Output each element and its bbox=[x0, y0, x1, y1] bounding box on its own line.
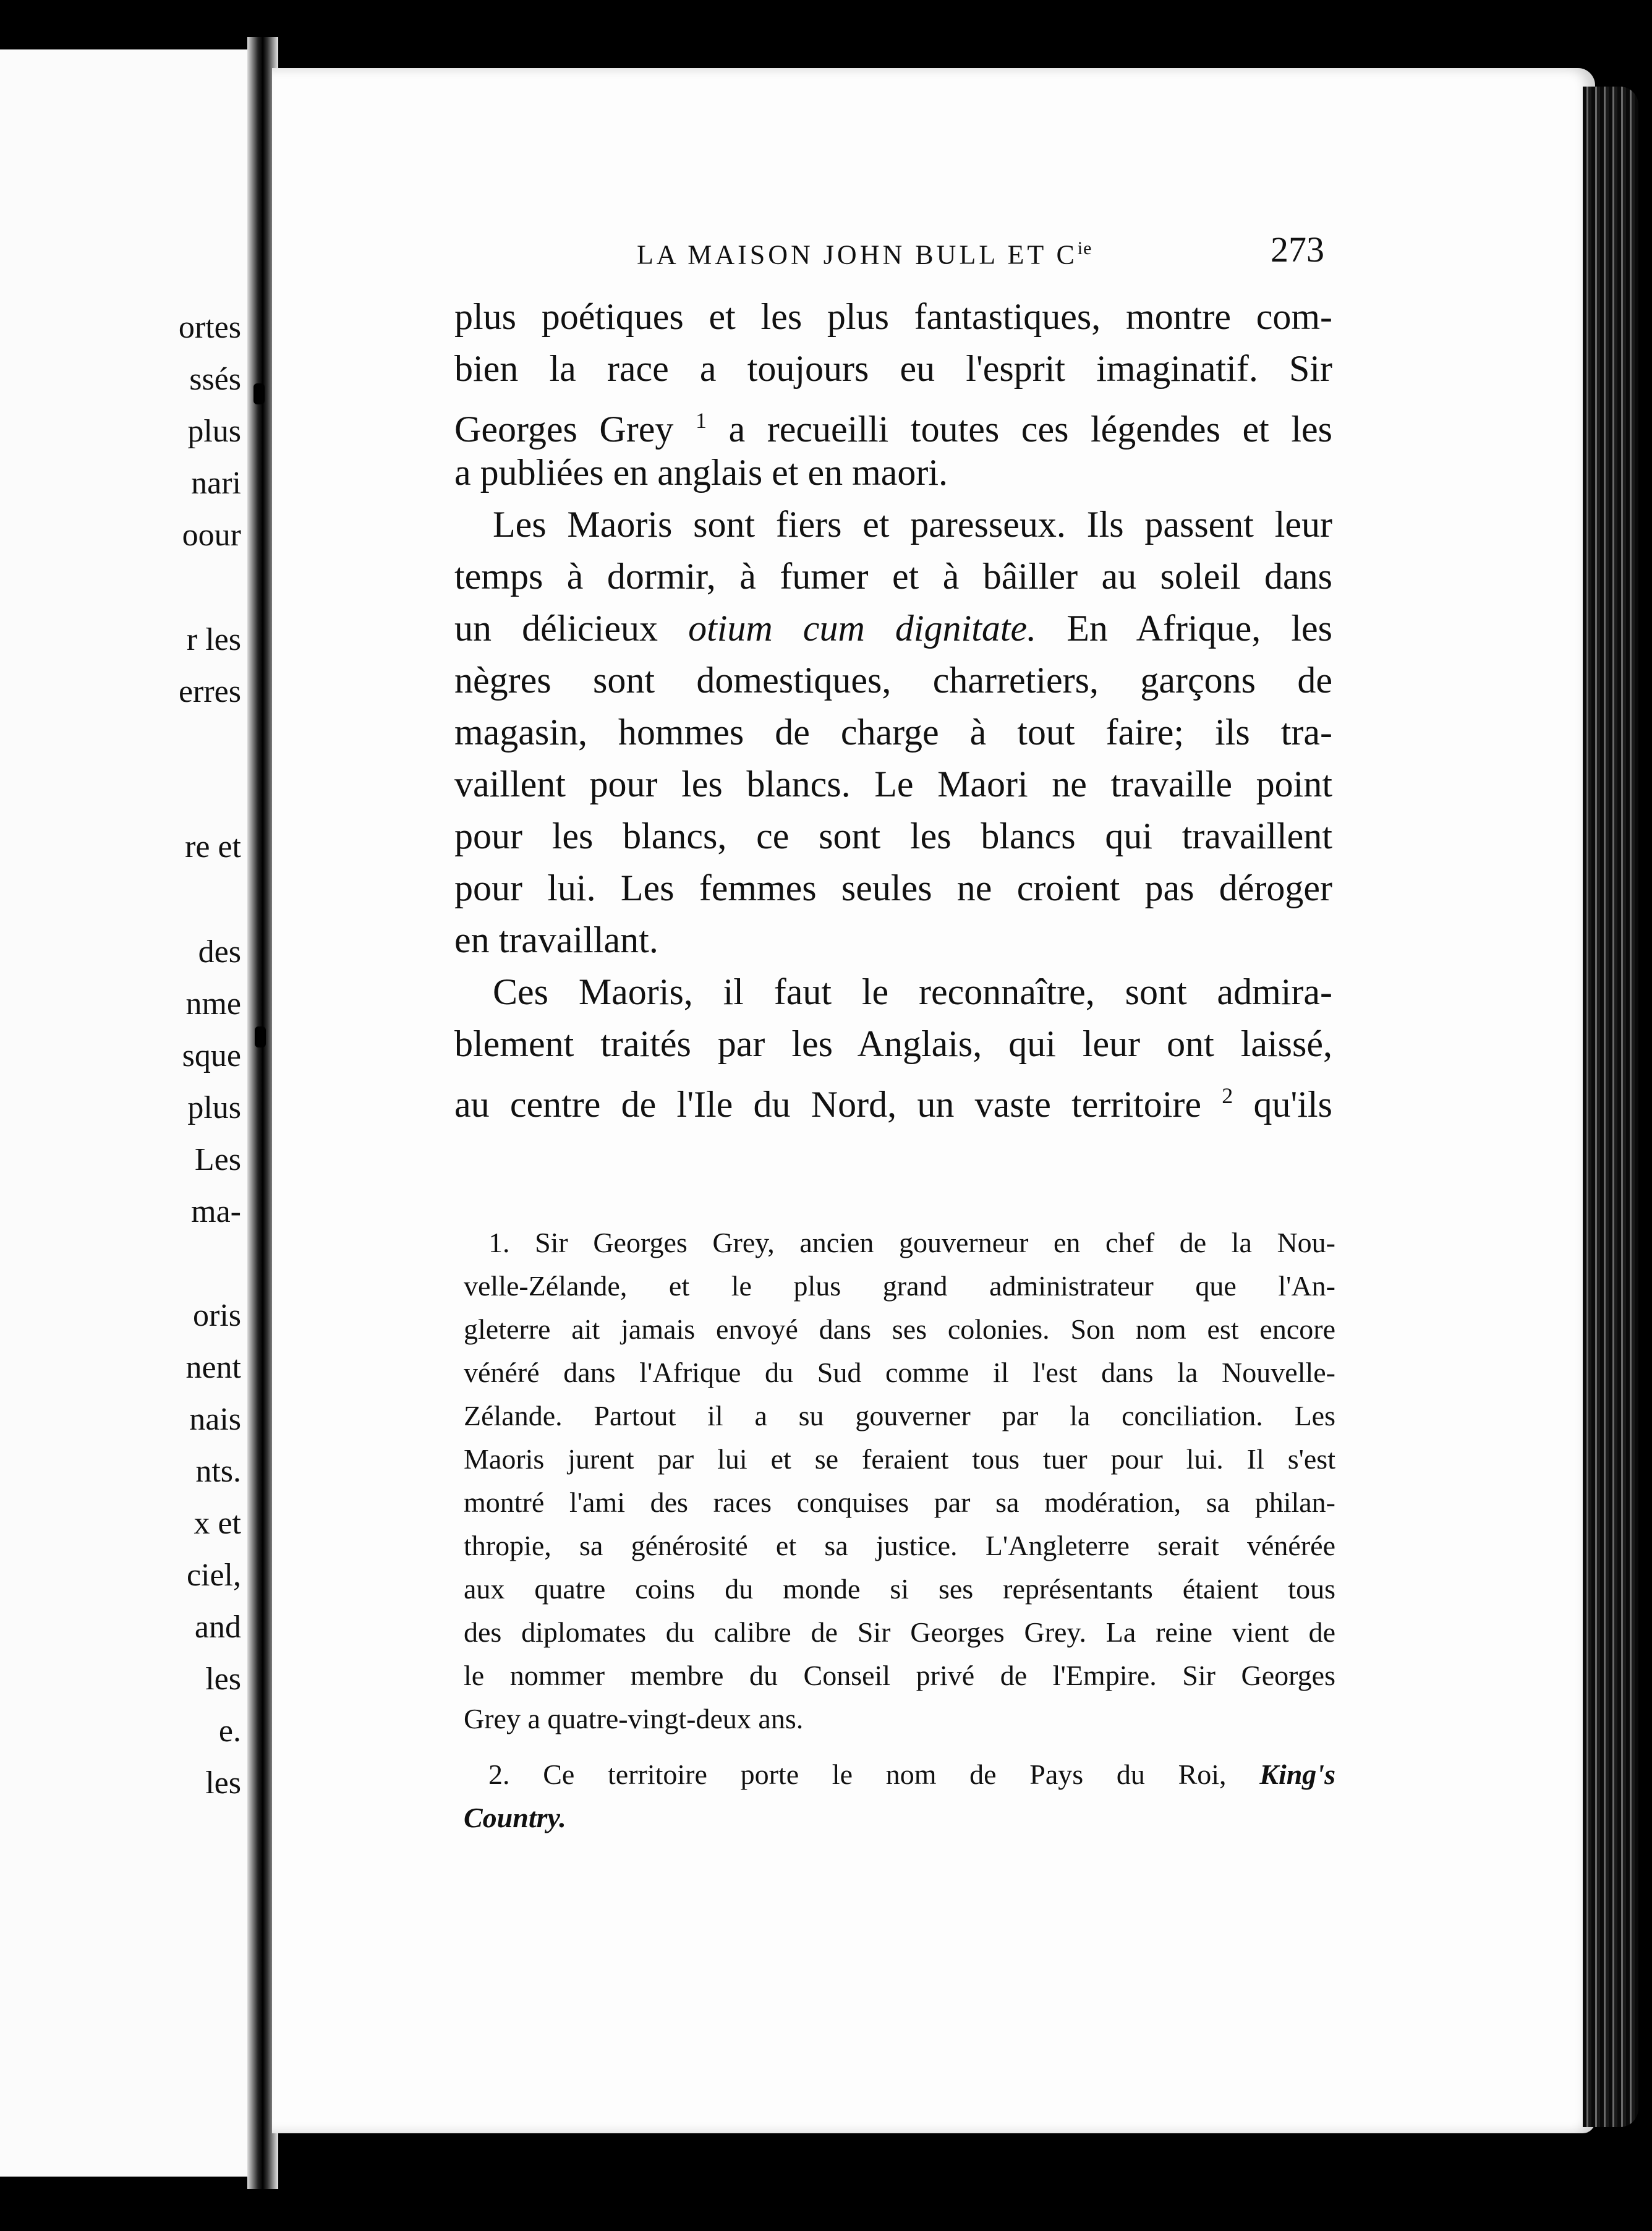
left-line: nts. bbox=[195, 1454, 241, 1489]
binding-stitch bbox=[253, 383, 265, 404]
left-line: les bbox=[205, 1662, 241, 1697]
text-line: pour lui. Les femmes seules ne croient pas déroger bbox=[454, 868, 1332, 908]
footnote-line: le nommer membre du Conseil privé de l'Empire. Sir Georges bbox=[464, 1660, 1335, 1691]
left-line: Les bbox=[194, 1142, 241, 1177]
footnote-line bbox=[464, 1796, 1335, 1840]
footnote-line: velle-Zélande, et le plus grand administrateur que l'An- bbox=[464, 1270, 1335, 1302]
left-line: re et bbox=[185, 829, 241, 864]
left-line: ciel, bbox=[186, 1558, 241, 1593]
binding-stitch bbox=[255, 1026, 266, 1047]
text-line: en travaillant. bbox=[454, 919, 658, 960]
footnote-line bbox=[464, 1753, 1335, 1796]
footnote-line: thropie, sa générosité et sa justice. L'Angleterre serait vénérée bbox=[464, 1530, 1335, 1561]
footnote-line: Grey a quatre-vingt-deux ans. bbox=[464, 1703, 804, 1734]
text-span: Georges Grey bbox=[454, 409, 674, 450]
text-span: un délicieux bbox=[454, 608, 658, 649]
footnote-ref: 2 bbox=[1222, 1083, 1233, 1108]
footnote-line: montré l'ami des races conquises par sa modération, sa philan- bbox=[464, 1487, 1335, 1518]
text-line: bien la race a toujours eu l'esprit imaginatif. Sir bbox=[454, 348, 1332, 389]
left-line: e. bbox=[218, 1713, 241, 1749]
footnote-line: des diplomates du calibre de Sir Georges Grey. La reine vient de bbox=[464, 1616, 1335, 1648]
italic-phrase: Country. bbox=[464, 1802, 566, 1833]
left-line: les bbox=[205, 1765, 241, 1801]
left-line: r les bbox=[186, 622, 241, 657]
left-line: nari bbox=[191, 466, 241, 501]
left-line: oris bbox=[193, 1298, 241, 1333]
left-line: nais bbox=[189, 1402, 241, 1437]
left-line: plus bbox=[187, 414, 241, 449]
text-line bbox=[454, 1070, 1333, 1125]
text-line: magasin, hommes de charge à tout faire; ils tra- bbox=[454, 712, 1332, 753]
left-line: oour bbox=[182, 518, 241, 553]
italic-phrase: King's bbox=[1259, 1759, 1335, 1790]
text-span: En Afrique, les bbox=[1067, 608, 1332, 649]
left-line: sque bbox=[182, 1038, 241, 1073]
footnote-line: 1. Sir Georges Grey, ancien gouverneur en chef de la Nou- bbox=[488, 1227, 1335, 1258]
page-number: 273 bbox=[1271, 229, 1324, 270]
running-head-text: LA MAISON JOHN BULL ET C bbox=[637, 239, 1078, 270]
text-span: a recueilli toutes ces légendes et les bbox=[728, 409, 1333, 450]
running-head bbox=[637, 238, 1092, 271]
left-line: des bbox=[198, 934, 241, 970]
left-line: ma- bbox=[191, 1194, 241, 1229]
text-line bbox=[454, 395, 1333, 450]
left-line: nent bbox=[185, 1350, 241, 1385]
italic-phrase: otium cum dignitate. bbox=[688, 608, 1037, 649]
footnote-line: gleterre ait jamais envoyé dans ses colonies. Son nom est encore bbox=[464, 1313, 1335, 1345]
footnote-line: aux quatre coins du monde si ses représentants étaient tous bbox=[464, 1573, 1335, 1605]
body-text bbox=[454, 291, 1333, 1125]
page-edges bbox=[1583, 87, 1638, 2127]
text-line: blement traités par les Anglais, qui leur ont laissé, bbox=[454, 1023, 1332, 1064]
text-line: temps à dormir, à fumer et à bâiller au soleil dans bbox=[454, 556, 1332, 597]
footnote-ref: 1 bbox=[695, 408, 707, 433]
text-line: pour les blancs, ce sont les blancs qui travaillent bbox=[454, 816, 1332, 856]
text-span: qu'ils bbox=[1253, 1084, 1333, 1125]
left-line: x et bbox=[194, 1506, 241, 1541]
text-line: vaillent pour les blancs. Le Maori ne travaille point bbox=[454, 764, 1332, 804]
left-line: plus bbox=[187, 1090, 241, 1125]
left-line: ssés bbox=[189, 362, 241, 397]
left-line: ortes bbox=[178, 310, 241, 345]
footnote-line: Maoris jurent par lui et se feraient tous tuer pour lui. Il s'est bbox=[464, 1443, 1335, 1475]
left-line: nme bbox=[185, 986, 241, 1022]
left-line: and bbox=[194, 1610, 241, 1645]
text-span: 2. Ce territoire porte le nom de Pays du Roi, bbox=[488, 1759, 1227, 1790]
footnote-line: Zélande. Partout il a su gouverner par la conciliation. Les bbox=[464, 1400, 1335, 1431]
text-span: au centre de l'Ile du Nord, un vaste territoire bbox=[454, 1084, 1202, 1125]
footnote-line: vénéré dans l'Afrique du Sud comme il l'est dans la Nouvelle- bbox=[464, 1357, 1335, 1388]
left-line: erres bbox=[178, 674, 241, 709]
text-line: Les Maoris sont fiers et paresseux. Ils passent leur bbox=[493, 504, 1332, 545]
text-line: nègres sont domestiques, charretiers, garçons de bbox=[454, 660, 1332, 701]
text-line: a publiées en anglais et en maori. bbox=[454, 452, 948, 493]
footnotes bbox=[464, 1221, 1335, 1840]
facing-page-fragment bbox=[0, 49, 266, 2177]
text-line: plus poétiques et les plus fantastiques, montre com- bbox=[454, 296, 1332, 337]
text-line bbox=[454, 602, 1332, 654]
running-head-superscript: ie bbox=[1077, 238, 1092, 258]
text-line: Ces Maoris, il faut le reconnaître, sont admira- bbox=[493, 971, 1332, 1012]
